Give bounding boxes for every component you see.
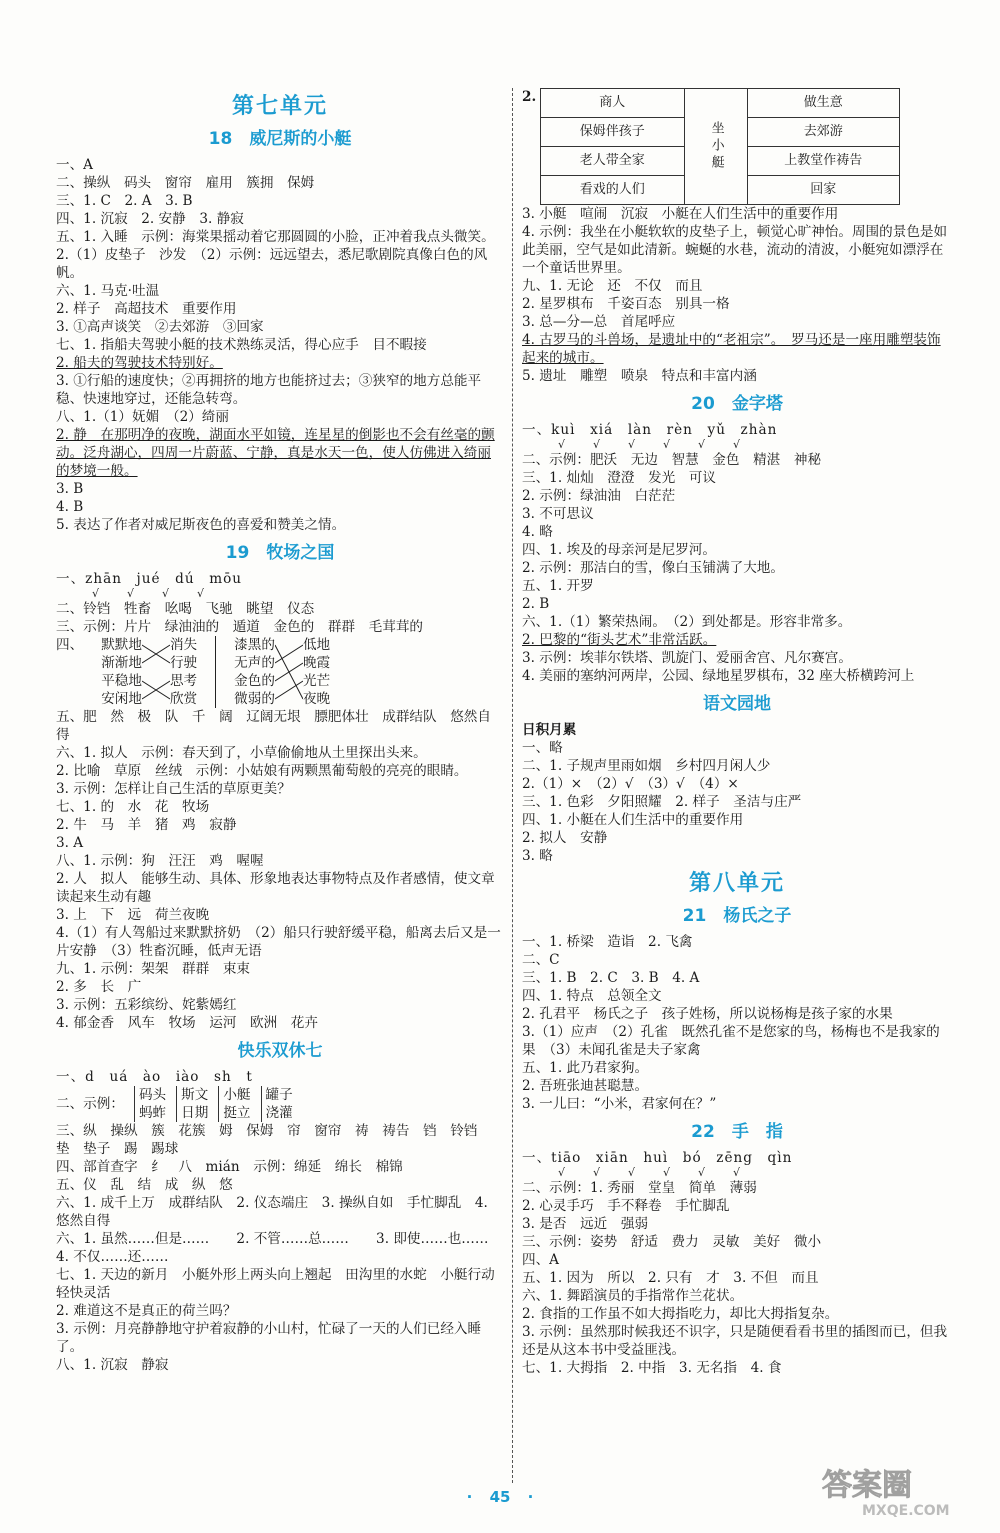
match-word: 行驶 [169,655,198,671]
answer-line: 四、部首查字 纟 八 mián 示例：绵延 绵长 棉锦 [56,1159,403,1175]
answer-line: 3. 小艇 喧闹 沉寂 小艇在人们生活中的重要作用 [522,206,839,222]
answer-line: 七、1. 的 水 花 牧场 [56,799,210,815]
answer-line: 3. 略 [522,848,553,864]
answer-line: 3. ①高声谈笑 ②去郊游 ③回家 [56,319,264,335]
word-group-item: 小艇 [223,1087,251,1103]
pinyin-line: 一、kuì xiá làn rèn yǔ zhàn [522,422,778,438]
word-group [176,1086,208,1122]
lesson-21-title: 21 杨氏之子 [682,906,792,926]
answer-line: 五、1. 开罗 [522,578,594,594]
answer-line: 3. 不可思议 [522,506,594,522]
match-right-words [170,636,197,708]
answer-line: 4.（1）有人驾船过来默默挤奶 （2）船只行驶舒缓平稳，船离去后又是一片安静 （3）牲畜沉睡，低声无语 [56,925,501,959]
answer-line: 六、1. 成千上万 成群结队 2. 仪态端庄 3. 操纵自如 手忙脚乱 4. 悠然自得 [56,1195,493,1229]
page-number: 45 [489,1488,511,1506]
answer-line: 2. 示例：那洁白的雪，像白玉铺满了大地。 [522,560,784,576]
answer-line: 3. ①行船的速度快；②再拥挤的地方也能挤过去；③狭窄的地方总能平稳、快速地穿过，还能急转弯。 [56,373,482,407]
answer-line: 七、1. 天边的新月 小艇外形上两头向上翘起 田沟里的水蛇 小艇行动轻快灵活 [56,1267,495,1301]
match-word: 安闲地 [101,691,142,707]
answer-line: 二、1. 子规声里雨如烟 乡村四月闲人少 [522,758,771,774]
answer-line: 4. B [56,499,84,515]
answer-line: 3. 示例：五彩缤纷、姹紫嫣红 [56,997,237,1013]
answer-line: 3. 总—分—总 首尾呼应 [522,314,676,330]
answer-line: 六、1. 虽然……但是…… 2. 不管……总…… 3. 即使……也…… 4. 不仅……还…… [56,1231,503,1265]
answer-line: 2. B [522,596,550,612]
answer-line: 一、A [56,157,94,173]
answer-line: 八、1. 沉寂 静寂 [56,1357,169,1373]
match-word: 低地 [302,637,331,653]
footer-dot: · [527,1488,534,1506]
match-word: 光芒 [302,673,331,689]
match-word: 思考 [169,673,198,689]
table-number: 2. [522,89,537,105]
boat-usage-table [540,88,900,205]
answer-line: 四、1. 特点 总领全文 [522,988,662,1004]
answer-line: 3. 一儿曰：“小米，君家何在？” [522,1096,717,1112]
answer-line: 5. 遗址 雕塑 喷泉 特点和丰富内涵 [522,368,757,384]
match-left-words [101,636,142,708]
answer-line: 3. 示例：怎样让自己生活的草原更美？ [56,781,291,797]
match-left-words [234,636,275,708]
word-group-item: 挺立 [223,1105,251,1121]
answer-line: 3. 上 下 远 荷兰夜晚 [56,907,210,923]
answer-line: 七、1. 大拇指 2. 中指 3. 无名指 4. 食 [522,1360,782,1376]
answer-line: 四、1. 埃及的母亲河是尼罗河。 [522,542,717,558]
match-word: 金色的 [234,673,275,689]
answer-line: 2. 食指的工作虽不如大拇指吃力，却比大拇指复杂。 [522,1306,839,1322]
boat-usage-table-block [522,88,952,205]
answer-line: 2. 难道这不是真正的荷兰吗？ [56,1303,237,1319]
table-cell: 做生意 [747,89,899,118]
match-word: 平稳地 [101,673,142,689]
match-right-words [303,636,330,708]
tick-marks: √ √ √ √ √ √ [558,438,743,451]
tick-marks: √ √ √ √ √ √ [558,1166,743,1179]
answer-line: 五、仪 乱 结 成 纵 悠 [56,1177,233,1193]
answer-line-underlined: 2. 巴黎的“街头艺术”非常活跃。 [522,632,717,648]
lesson-18-title: 18 威尼斯的小艇 [208,129,352,149]
match-label: 四、 [56,637,84,653]
answer-line: 三、1. C 2. A 3. B [56,193,193,209]
answer-line: 3. 示例：虽然那时候我还不识字，只是随便看看书里的插图而已，但我还是从这本书中受益匪浅。 [522,1324,948,1358]
answer-line-underlined: 2. 船夫的驾驶技术特别好。 [56,355,223,371]
answer-line: 二、示例：肥沃 无边 智慧 金色 精湛 神秘 [522,452,822,468]
watermark-logo [812,1461,972,1521]
left-column [56,88,504,1374]
lesson-18-continued-answers [522,205,952,385]
language-garden-answers [522,739,952,865]
table-cell: 回家 [747,176,899,205]
word-group-item: 斯文 [181,1087,209,1103]
match-word: 夜晚 [302,691,331,707]
column-divider [512,88,513,1483]
answer-line: 2. 星罗棋布 千姿百态 别具一格 [522,296,730,312]
answer-line: 四、1. 沉寂 2. 安静 3. 静寂 [56,211,244,227]
lesson-22-title: 22 手 指 [691,1122,783,1142]
weekend-practice-answers [56,1122,504,1374]
answer-line: 4. 郁金香 风车 牧场 运河 欧洲 花卉 [56,1015,318,1031]
watermark-url: MXQE.COM [862,1503,950,1519]
answer-line: 2. 样子 高超技术 重要作用 [56,301,237,317]
answer-line: 八、1. 示例：狗 汪汪 鸡 喔喔 [56,853,264,869]
word-matching-exercise [56,636,504,708]
lesson-22-answers [522,1179,952,1377]
table-cell: 老人带全家 [541,147,685,176]
unit-8-title: 第八单元 [688,871,785,896]
answer-line: 三、示例：姿势 舒适 费力 灵敏 美好 微小 [522,1234,822,1250]
lesson-19-answers [56,708,504,1032]
answer-line: 3. 示例：月亮静静地守护着寂静的小山村，忙碌了一天的人们已经入睡了。 [56,1321,482,1355]
answer-line: 5. 表达了作者对威尼斯夜色的喜爱和赞美之情。 [56,517,346,533]
answer-line: 2.（1）× （2）√ （3）√ （4）× [522,776,739,792]
answer-line: 五、1. 入睡 示例：海棠果摇动着它那圆圆的小脸，正冲着我点头微笑。 [56,229,495,245]
answer-line: 2. 多 长 广 [56,979,142,995]
answer-line: 四、1. 小艇在人们生活中的重要作用 [522,812,744,828]
lesson-19-title: 19 牧场之国 [225,543,335,563]
answer-line: 2. 比喻 草原 丝绒 示例：小姑娘有两颗黑葡萄般的亮亮的眼睛。 [56,763,468,779]
word-group [134,1086,166,1122]
right-column [522,88,952,1377]
answer-line: 五、1. 因为 所以 2. 只有 才 3. 不但 而且 [522,1270,819,1286]
answer-line: 六、1.（1）繁荣热闹。 （2）到处都是。形容非常多。 [522,614,852,630]
table-cell: 看戏的人们 [541,176,685,205]
answer-line: 2. 牛 马 羊 猪 鸡 寂静 [56,817,237,833]
word-group-item: 罐子 [265,1087,293,1103]
answer-line: 六、1. 马克·吐温 [56,283,160,299]
answer-line-underlined: 4. 古罗马的斗兽场，是遗址中的“老祖宗”。 罗马还是一座用雕塑装饰起来的城市。 [522,332,941,366]
lesson-20-answers [522,451,952,685]
table-center-cell: 坐小艇 [684,89,747,205]
answer-line: 3. 示例：埃菲尔铁塔、凯旋门、爱丽舍宫、凡尔赛宫。 [522,650,852,666]
answer-line: 八、1.（1）妩媚 （2）绮丽 [56,409,229,425]
match-word: 默默地 [101,637,142,653]
tick-marks: √ √ √ √ [92,587,207,600]
pinyin-line: 一、zhān jué dú mōu [56,571,243,587]
answer-line: 3. 是否 远近 强弱 [522,1216,649,1232]
match-word: 欣赏 [169,691,198,707]
answer-line: 二、C [522,952,560,968]
word-group-row [56,1086,504,1122]
pinyin-line: 一、d uá ào iào sh t [56,1069,253,1085]
match-lines-a [142,636,170,708]
answer-line: 4. 示例：我坐在小艇软软的皮垫子上，顿觉心旷神怡。周围的景色是如此美丽，空气是如此清新。蜿蜒的水巷，流动的清波，小艇宛如漂浮在一个童话世界里。 [522,224,948,276]
answer-line: 3. A [56,835,84,851]
answer-line: 4. 美丽的塞纳河两岸，公园、绿地星罗棋布，32 座大桥横跨河上 [522,668,915,684]
answer-line: 三、1. 灿灿 澄澄 发光 可议 [522,470,717,486]
watermark-text: 答案圈 [822,1468,912,1503]
answer-line: 2. 孔君平 杨氏之子 孩子姓杨，所以说杨梅是孩子家的水果 [522,1006,893,1022]
table-cell: 保姆伴孩子 [541,118,685,147]
table-cell: 去郊游 [747,118,899,147]
watermark-icon [812,1461,972,1521]
match-lines-b [275,636,303,708]
answer-line: 三、1. 色彩 夕阳照耀 2. 样子 圣洁与庄严 [522,794,802,810]
answer-line: 五、1. 此乃君家狗。 [522,1060,649,1076]
lesson-20-title: 20 金字塔 [691,394,783,414]
answer-line: 九、1. 无论 还 不仅 而且 [522,278,703,294]
answer-line: 2.（1）皮垫子 沙发 （2）示例：远远望去，悉尼歌剧院真像白色的风帆。 [56,247,488,281]
answer-line: 4. 略 [522,524,553,540]
match-word: 微弱的 [234,691,275,707]
answer-line: 2. 心灵手巧 手不释卷 手忙脚乱 [522,1198,730,1214]
word-group-item: 码头 [138,1087,167,1103]
match-separator [215,636,216,708]
match-group-a [101,636,197,708]
word-group [218,1086,250,1122]
answer-line-underlined: 2. 静 在那明净的夜晚，湖面水平如镜，连星星的倒影也不会有丝毫的颤动。泛舟湖心，四周一片蔚蓝、宁静，真是水天一色，使人仿佛进入绮丽的梦境一般。 [56,427,495,479]
language-garden-title: 语文园地 [703,694,771,714]
daily-accumulation-subtitle: 日积月累 [522,722,577,738]
answer-line: 二、操纵 码头 窗帘 雇用 簇拥 保姆 [56,175,315,191]
answer-line: 2. 拟人 安静 [522,830,608,846]
answer-line: 五、肥 然 极 队 千 阔 辽阔无垠 膘肥体壮 成群结队 悠然自得 [56,709,491,743]
answer-line: 九、1. 示例：架架 群群 束束 [56,961,251,977]
answer-line: 六、1. 拟人 示例：春天到了，小草偷偷地从土里探出头来。 [56,745,427,761]
answer-line: 四、A [522,1252,560,1268]
table-cell: 上教堂作祷告 [747,147,899,176]
answer-line: 三、纵 操纵 簇 花簇 姆 保姆 帘 窗帘 祷 祷告 铛 铃铛 垫 垫子 踢 踢球 [56,1123,491,1157]
match-word: 消失 [169,637,198,653]
answer-line: 2. 人 拟人 能够生动、具体、形象地表达事物特点及作者感情，使文章读起来生动有趣 [56,871,495,905]
answer-line: 三、1. B 2. C 3. B 4. A [522,970,700,986]
answer-line: 三、示例：片片 绿油油的 遁道 金色的 群群 毛茸茸的 [56,619,424,635]
match-word: 无声的 [234,655,275,671]
answer-line: 一、略 [522,740,563,756]
weekend-practice-title: 快乐双休七 [237,1041,323,1061]
answer-line: 一、1. 桥梁 造诣 2. 飞禽 [522,934,693,950]
match-word: 漆黑的 [234,637,275,653]
word-group [261,1086,293,1122]
word-group-label: 二、示例： [56,1096,124,1112]
match-word: 晚霞 [302,655,331,671]
match-word: 渐渐地 [101,655,142,671]
answer-line: 2. 示例：绿油油 白茫茫 [522,488,676,504]
answer-line: 七、1. 指船夫驾驶小艇的技术熟练灵活，得心应手 目不暇接 [56,337,427,353]
table-cell: 商人 [541,89,685,118]
answer-line: 二、示例：1. 秀丽 堂皇 简单 薄弱 [522,1180,757,1196]
word-group-item: 蚂蚱 [138,1105,167,1121]
pinyin-line: 一、tiāo xiān huì bó zēng qìn [522,1150,793,1166]
table-row [541,89,900,118]
answer-line: 二、铃铛 牲畜 吆喝 飞驰 眺望 仪态 [56,601,315,617]
answer-line: 2. 吾班张迪甚聪慧。 [522,1078,649,1094]
answer-line: 3.（1）应声 （2）孔雀 既然孔雀不是您家的鸟，杨梅也不是我家的果 （3）未闻孔雀是夫子家禽 [522,1024,940,1058]
unit-7-title: 第七单元 [231,94,328,119]
answer-line: 3. B [56,481,84,497]
word-group-item: 日期 [181,1105,209,1121]
lesson-21-answers [522,933,952,1113]
footer-dot: · [466,1488,473,1506]
answer-line: 六、1. 舞蹈演员的手指常作兰花状。 [522,1288,744,1304]
lesson-18-answers [56,156,504,534]
word-group-item: 浇灌 [265,1105,293,1121]
match-group-b [234,636,330,708]
